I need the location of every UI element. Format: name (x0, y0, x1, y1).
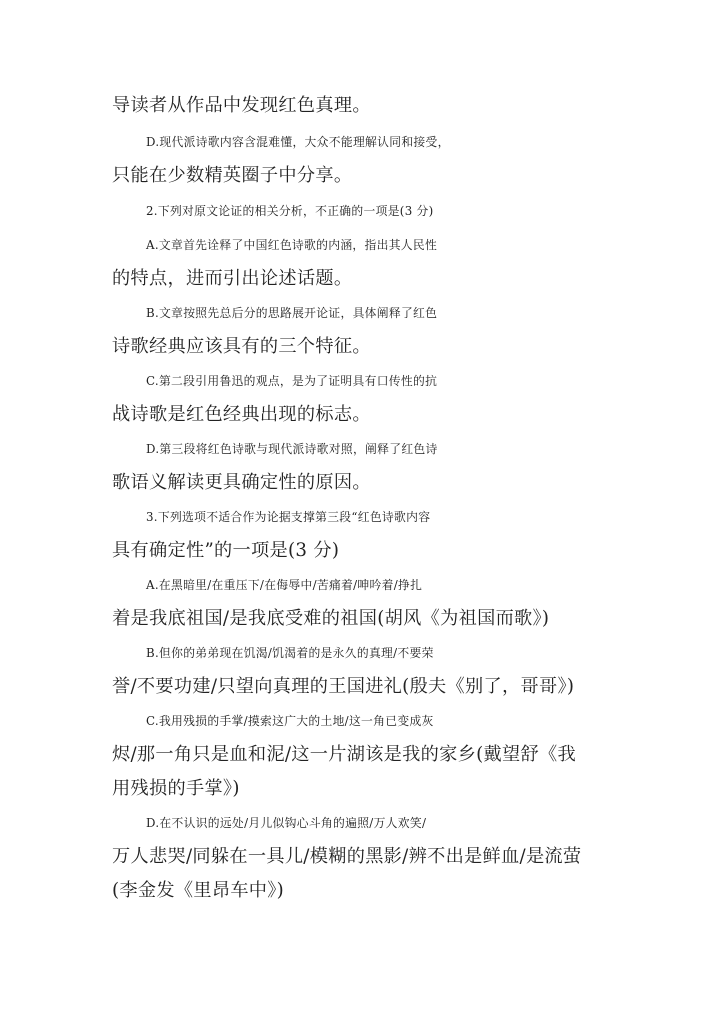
text-line: 烬/那一角只是血和泥/这一片湖该是我的家乡(戴望舒《我 (112, 744, 576, 765)
text-line: 具有确定性”的一项是(3 分) (112, 540, 340, 561)
text-line: 导读者从作品中发现红色真理。 (112, 95, 371, 116)
text-line: 战诗歌是红色经典出现的标志。 (112, 404, 371, 425)
option-a: A.在黑暗里/在重压下/在侮辱中/苦痛着/呻吟着/挣扎 (146, 578, 423, 592)
text-line: (李金发《里昂车中》) (112, 880, 285, 901)
text-line: 着是我底祖国/是我底受难的祖国(胡风《为祖国而歌》) (112, 608, 550, 629)
option-c: C.我用残损的手掌/摸索这广大的土地/这一角已变成灰 (146, 714, 434, 728)
text-line: 用残损的手掌》) (112, 778, 240, 799)
option-b: B.但你的弟弟现在饥渴/饥渴着的是永久的真理/不要荣 (146, 646, 434, 660)
option-d: D.在不认识的远处/月儿似钩心斗角的遍照/万人欢笑/ (146, 816, 427, 830)
option-d: D.第三段将红色诗歌与现代派诗歌对照，阐释了红色诗 (146, 442, 438, 456)
text-line: 歌语义解读更具确定性的原因。 (112, 472, 371, 493)
text-line: 誉/不要功建/只望向真理的王国进礼(殷夫《别了，哥哥》) (112, 676, 575, 697)
text-line: D.现代派诗歌内容含混难懂，大众不能理解认同和接受， (146, 135, 450, 149)
option-b: B.文章按照先总后分的思路展开论证，具体阐释了红色 (146, 306, 438, 320)
text-line: 万人悲哭/同躲在一具儿/模糊的黑影/辨不出是鲜血/是流萤 (112, 846, 582, 867)
option-c: C.第二段引用鲁迅的观点，是为了证明具有口传性的抗 (146, 374, 438, 388)
text-line: 只能在少数精英圈子中分享。 (112, 165, 353, 186)
question-2-stem: 2.下列对原文论证的相关分析，不正确的一项是(3 分) (146, 204, 434, 218)
option-a: A.文章首先诠释了中国红色诗歌的内涵，指出其人民性 (146, 238, 438, 252)
question-3-stem: 3.下列选项不适合作为论据支撑第三段“红色诗歌内容 (146, 510, 431, 524)
text-line: 诗歌经典应该具有的三个特征。 (112, 336, 371, 357)
text-line: 的特点，进而引出论述话题。 (112, 268, 353, 289)
